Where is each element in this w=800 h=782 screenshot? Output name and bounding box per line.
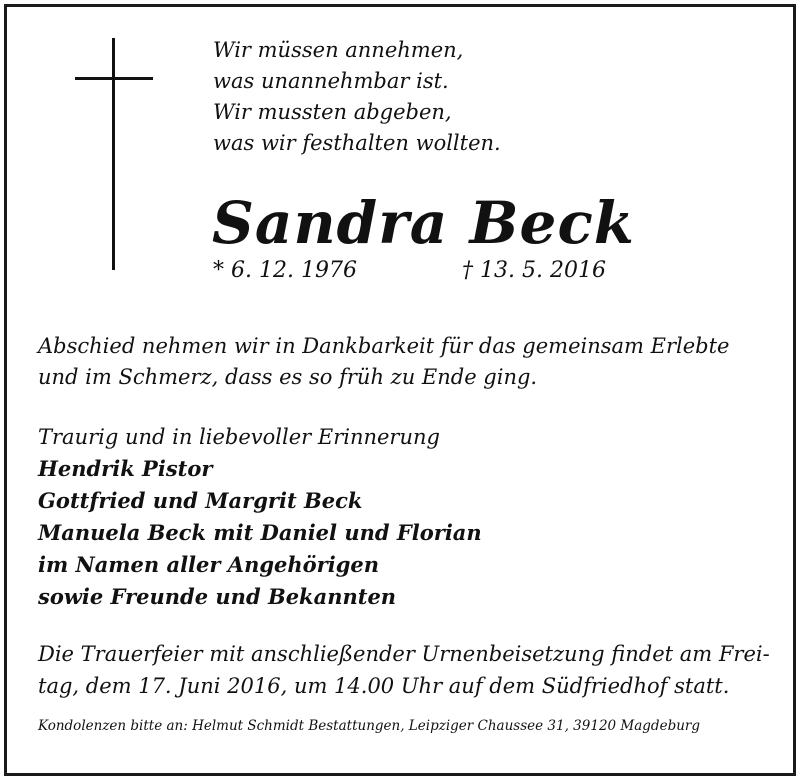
mourner-line: Manuela Beck mit Daniel und Florian bbox=[38, 520, 482, 545]
deceased-name: Sandra Beck bbox=[212, 189, 635, 257]
poem-line: was wir festhalten wollten. bbox=[213, 131, 501, 155]
mourner-line: sowie Freunde und Bekannten bbox=[38, 584, 397, 609]
death-date: † 13. 5. 2016 bbox=[462, 258, 606, 283]
poem-line: Wir mussten abgeben, bbox=[213, 100, 452, 124]
condolence-contact: Kondolenzen bitte an: Helmut Schmidt Bestattungen, Leipziger Chaussee 31, 39120 Magdeburg bbox=[38, 718, 700, 734]
service-line: tag, dem 17. Juni 2016, um 14.00 Uhr auf dem Südfriedhof statt. bbox=[38, 674, 730, 698]
mourners-block bbox=[38, 421, 482, 613]
cross-vertical-bar bbox=[112, 38, 115, 270]
farewell-line: und im Schmerz, dass es so früh zu Ende ging. bbox=[38, 365, 538, 389]
service-info bbox=[38, 638, 770, 702]
poem-line: Wir müssen annehmen, bbox=[213, 38, 464, 62]
mourner-line: Hendrik Pistor bbox=[38, 456, 213, 481]
poem-line: was unannehmbar ist. bbox=[213, 69, 449, 93]
mourner-line: im Namen aller Angehörigen bbox=[38, 552, 380, 577]
cross-horizontal-bar bbox=[75, 77, 153, 80]
poem bbox=[213, 35, 501, 159]
birth-date: * 6. 12. 1976 bbox=[213, 258, 357, 283]
service-line: Die Trauerfeier mit anschließender Urnenbeisetzung findet am Frei- bbox=[38, 642, 770, 666]
farewell-line: Abschied nehmen wir in Dankbarkeit für das gemeinsam Erlebte bbox=[38, 334, 730, 358]
mourner-line: Gottfried und Margrit Beck bbox=[38, 488, 363, 513]
farewell-text bbox=[38, 331, 729, 393]
mourners-intro: Traurig und in liebevoller Erinnerung bbox=[38, 425, 440, 449]
